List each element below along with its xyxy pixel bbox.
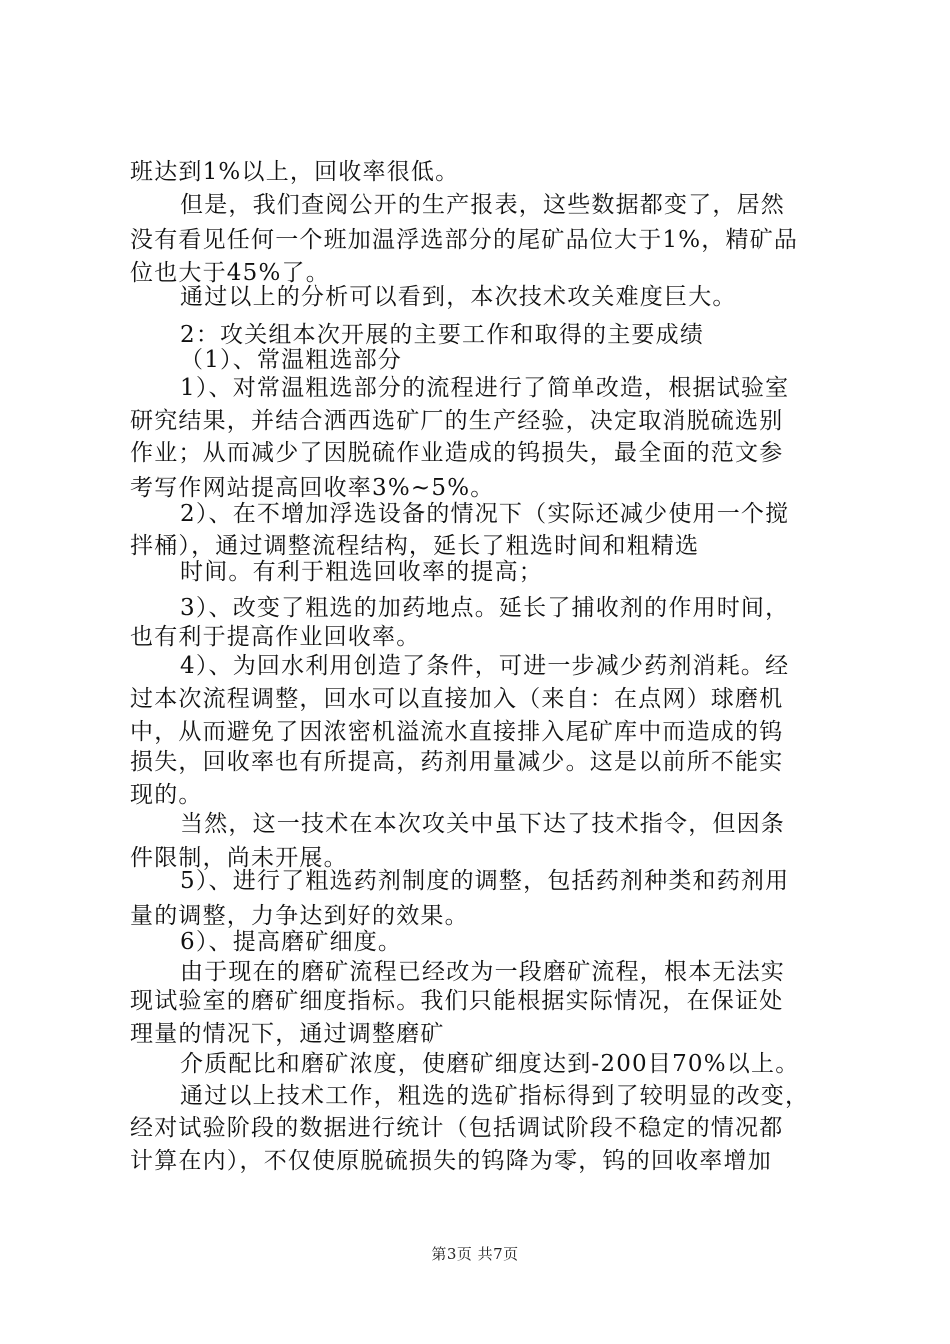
text-line: 通过以上技术工作，粗选的选矿指标得到了较明显的改变， [180,1083,810,1109]
text-line: 时间。有利于粗选回收率的提高； [180,559,543,585]
text-line: 现的。 [130,782,203,808]
text-line: 考写作网站提高回收率3%~5%。 [130,475,495,501]
text-line: 经对试验阶段的数据进行统计（包括调试阶段不稳定的情况都 [130,1115,784,1141]
text-line: 通过以上的分析可以看到，本次技术攻关难度巨大。 [180,284,737,310]
text-line: 理量的情况下，通过调整磨矿 [130,1021,445,1047]
text-line: 量的调整，力争达到好的效果。 [130,903,469,929]
text-line: 1）、对常温粗选部分的流程进行了简单改造，根据试验室 [180,375,790,401]
text-line: 位也大于45%了。 [130,260,330,286]
text-line: 但是，我们查阅公开的生产报表，这些数据都变了，居然 [180,192,785,218]
text-line: 2：攻关组本次开展的主要工作和取得的主要成绩 [180,322,705,348]
text-line: 现试验室的磨矿细度指标。我们只能根据实际情况，在保证处 [130,988,784,1014]
page-footer: 第3页 共7页 [431,1245,519,1263]
text-line: 介质配比和磨矿浓度，使磨矿细度达到-200目70%以上。 [180,1051,800,1077]
text-line: 5）、进行了粗选药剂制度的调整，包括药剂种类和药剂用 [180,868,790,894]
text-line: 3）、改变了粗选的加药地点。延长了捕收剂的作用时间， [180,595,790,621]
text-line: 2）、在不增加浮选设备的情况下（实际还减少使用一个搅 [180,501,790,527]
text-line: 也有利于提高作业回收率。 [130,624,421,650]
text-line: 过本次流程调整，回水可以直接加入（来自：在点网）球磨机 [130,686,784,712]
text-line: 件限制，尚未开展。 [130,845,348,871]
text-line: 没有看见任何一个班加温浮选部分的尾矿品位大于1%，精矿品 [130,227,799,253]
text-line: 损失，回收率也有所提高，药剂用量减少。这是以前所不能实 [130,749,784,775]
text-line: 作业；从而减少了因脱硫作业造成的钨损失，最全面的范文参 [130,440,784,466]
text-line: 班达到1%以上，回收率很低。 [130,159,460,185]
text-line: 计算在内），不仅使原脱硫损失的钨降为零，钨的回收率增加 [130,1148,772,1174]
text-line: 4）、为回水利用创造了条件，可进一步减少药剂消耗。经 [180,653,790,679]
text-line: 由于现在的磨矿流程已经改为一段磨矿流程，根本无法实 [180,959,785,985]
text-line: 中，从而避免了因浓密机溢流水直接排入尾矿库中而造成的钨 [130,719,784,745]
text-line: 当然，这一技术在本次攻关中虽下达了技术指令，但因条 [180,811,785,837]
text-line: 研究结果，并结合洒西选矿厂的生产经验，决定取消脱硫选别 [130,408,784,434]
text-line: 拌桶），通过调整流程结构，延长了粗选时间和粗精选 [130,533,700,559]
text-line: 6）、提高磨矿细度。 [180,929,403,955]
text-line: （1）、常温粗选部分 [180,347,403,373]
